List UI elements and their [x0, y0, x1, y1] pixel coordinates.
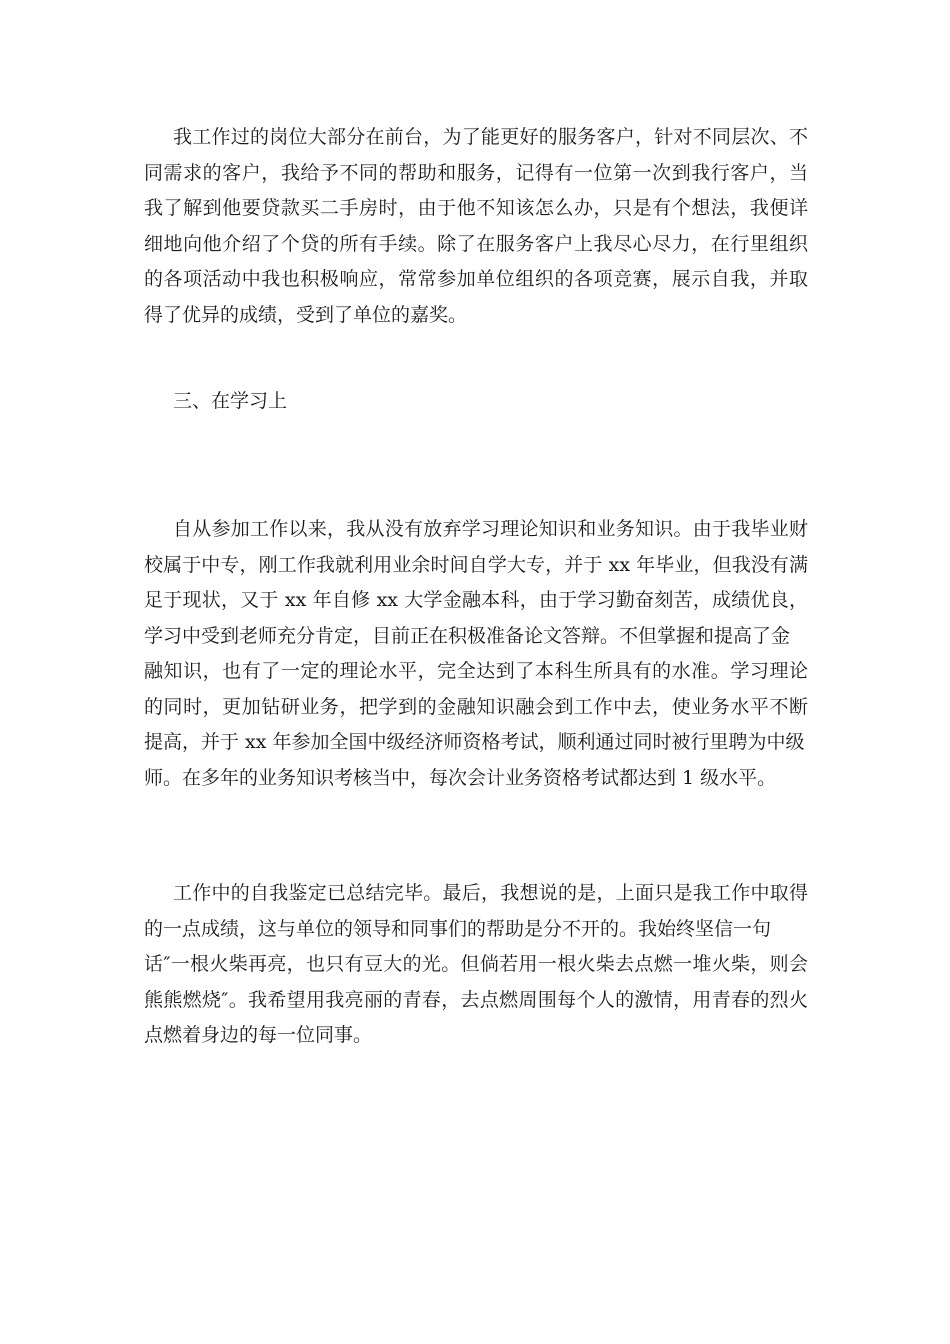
paragraph-line: 足于现状，又于 xx 年自修 xx 大学金融本科，由于学习勤奋刻苦，成绩优良，: [144, 589, 808, 611]
paragraph-line: 细地向他介绍了个贷的所有手续。除了在服务客户上我尽心尽力，在行里组织: [144, 232, 808, 255]
paragraph-line: 师。在多年的业务知识考核当中，每次会计业务资格考试都达到 1 级水平。: [144, 766, 777, 789]
paragraph-line: 话″一根火柴再亮，也只有豆大的光。但倘若用一根火柴去点燃一堆火柴，则会: [144, 953, 808, 975]
paragraph-line: 的各项活动中我也积极响应，常常参加单位组织的各项竞赛，展示自我，并取: [144, 268, 808, 290]
paragraph-line: 的一点成绩，这与单位的领导和同事们的帮助是分不开的。我始终坚信一句: [144, 917, 772, 940]
paragraph-line: 得了优异的成绩，受到了单位的嘉奖。: [144, 303, 468, 326]
paragraph-line: 熊熊燃烧″。我希望用我亮丽的青春，去点燃周围每个人的激情，用青春的烈火: [144, 988, 808, 1011]
paragraph-line: 自从参加工作以来，我从没有放弃学习理论知识和业务知识。由于我毕业财: [173, 518, 808, 540]
paragraph-line: 提高，并于 xx 年参加全国中级经济师资格考试，顺利通过同时被行里聘为中级: [144, 731, 805, 753]
paragraph-line: 同需求的客户，我给予不同的帮助和服务，记得有一位第一次到我行客户，当: [144, 161, 808, 184]
section-heading-study: 三、在学习上: [173, 390, 288, 412]
paragraph-frontline-service: [144, 120, 808, 333]
paragraph-line: 融知识，也有了一定的理论水平，完全达到了本科生所具有的水准。学习理论: [144, 660, 808, 682]
paragraph-conclusion: [144, 876, 808, 1054]
paragraph-study: [144, 512, 808, 796]
paragraph-line: 学习中受到老师充分肯定，目前正在积极准备论文答辩。不但掌握和提高了金: [144, 624, 791, 647]
paragraph-line: 我了解到他要贷款买二手房时，由于他不知该怎么办，只是有个想法，我便详: [144, 197, 808, 219]
paragraph-line: 工作中的自我鉴定已总结完毕。最后，我想说的是，上面只是我工作中取得: [173, 882, 808, 904]
paragraph-line: 校属于中专，刚工作我就利用业余时间自学大专，并于 xx 年毕业，但我没有满: [144, 553, 808, 576]
paragraph-line: 的同时，更加钻研业务，把学到的金融知识融会到工作中去，使业务水平不断: [144, 695, 808, 718]
paragraph-line: 我工作过的岗位大部分在前台，为了能更好的服务客户，针对不同层次、不: [173, 126, 808, 148]
paragraph-line: 点燃着身边的每一位同事。: [144, 1024, 373, 1046]
